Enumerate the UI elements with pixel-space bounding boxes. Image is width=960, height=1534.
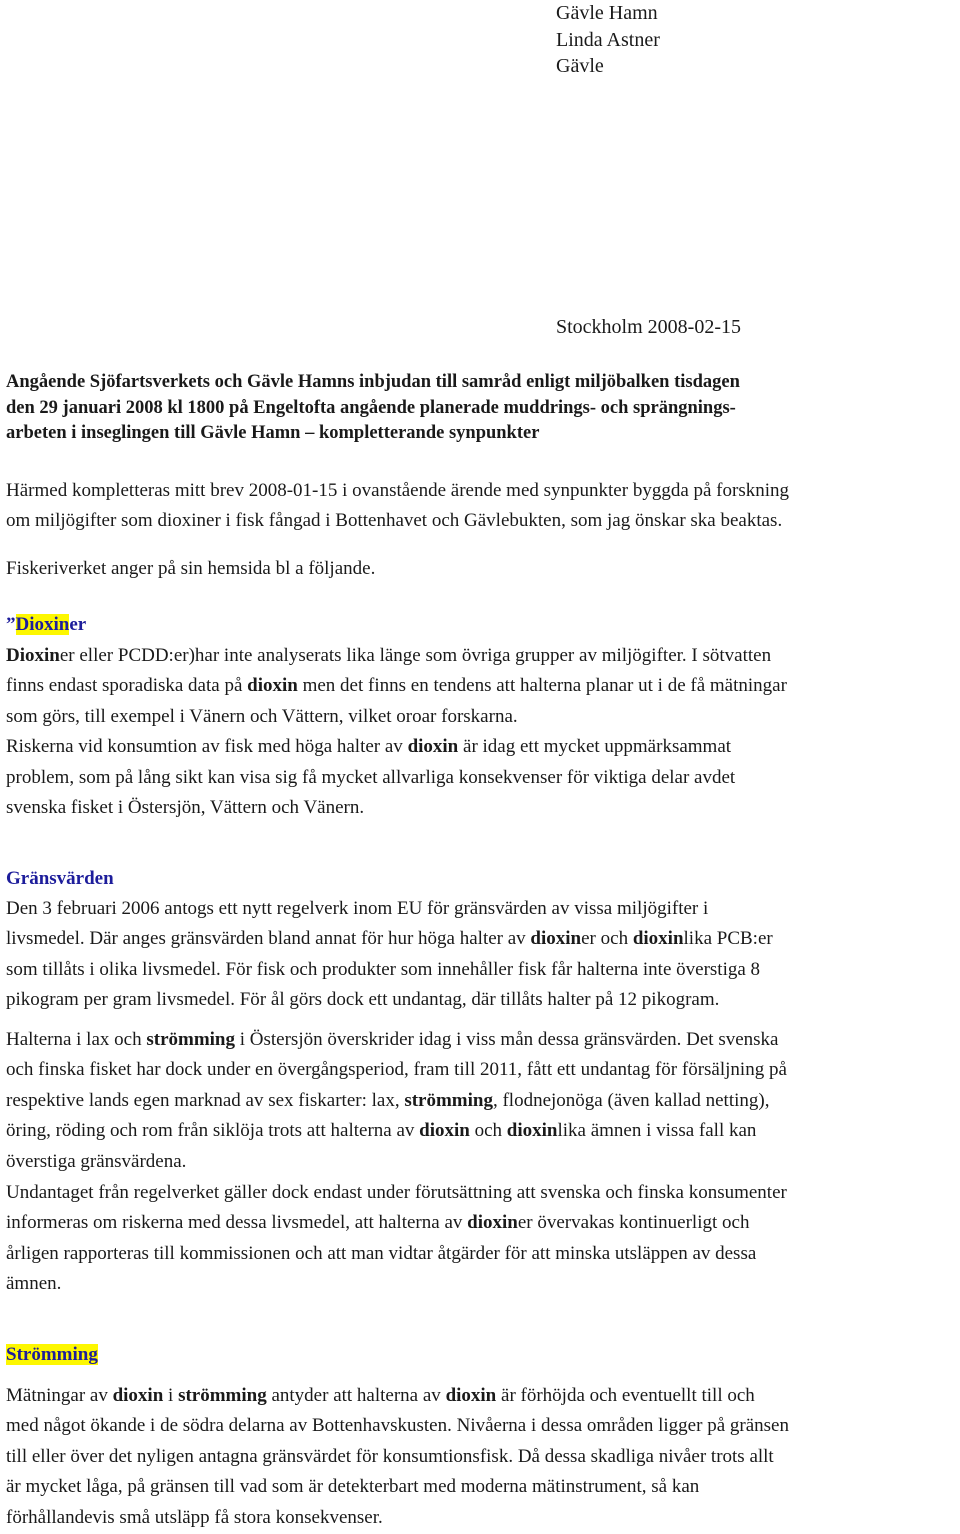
- address-line-company: Gävle Hamn: [556, 2, 658, 24]
- heading-suffix: er: [69, 614, 87, 635]
- paragraph-line: som tillåts i olika livsmedel. För fisk och produkter som innehåller fisk får halterna inte överstiga 8: [6, 958, 761, 980]
- bold-term: dioxin: [467, 1212, 518, 1234]
- paragraph-line: svenska fisket i Östersjön, Vättern och Vänern.: [6, 797, 365, 819]
- paragraph-line: med något ökande i de södra delarna av Bottenhavskusten. Nivåerna i dessa områden ligger på gränsen: [6, 1415, 789, 1437]
- stromming-heading: [6, 1340, 958, 1370]
- paragraph-line: [6, 1025, 958, 1055]
- gransvarden-heading: [6, 864, 958, 894]
- letter-subject: [6, 370, 958, 447]
- bold-term: dioxin: [530, 928, 582, 950]
- paragraph-line: [6, 641, 958, 671]
- quote-mark: ”: [6, 614, 16, 635]
- text-run: finns endast sporadiska data på: [6, 675, 248, 697]
- text-run: är förhöjda och eventuellt till och: [496, 1385, 755, 1406]
- paragraph-line: pikogram per gram livsmedel. För ål görs dock ett undantag, där tillåts halter på 12 pikogram.: [6, 989, 720, 1011]
- bold-term: dioxin: [112, 1385, 164, 1406]
- paragraph-line: [6, 1116, 958, 1146]
- address-line-city: Gävle: [556, 55, 604, 77]
- paragraph-line: årligen rapporteras till kommissionen och att man vidtar åtgärder för att minska utsläppen av dessa: [6, 1242, 757, 1264]
- bold-term: dioxin: [506, 1120, 558, 1142]
- heading-line: [6, 1340, 958, 1370]
- paragraph-line: som görs, till exempel i Vänern och Vättern, vilket oroar forskarna.: [6, 705, 518, 727]
- paragraph-line: är mycket låga, på gränsen till vad som är detekterbart med moderna mätinstrument, så kan: [6, 1476, 700, 1498]
- paragraph-line: och finska fisket har dock under en övergångsperiod, fram till 2011, fått ett undantag för försäljning på: [6, 1059, 787, 1081]
- text-run: Riskerna vid konsumtion av fisk med höga halter av: [6, 736, 408, 758]
- dioxiner-paragraph: [6, 641, 958, 823]
- subject-line: Angående Sjöfartsverkets och Gävle Hamns inbjudan till samråd enligt miljöbalken tisdagen: [6, 372, 740, 392]
- bold-term: dioxin: [247, 675, 298, 697]
- bold-term: dioxin: [419, 1120, 470, 1142]
- bold-term: dioxin: [407, 736, 459, 758]
- address-line-name: Linda Astner: [556, 28, 660, 51]
- paragraph-line: till eller över det nyligen antagna gränsvärdet för konsumtionsfisk. Då dessa skadliga nivåer trots allt: [6, 1445, 774, 1467]
- paragraph-line: [6, 732, 958, 762]
- text-run: är idag ett mycket uppmärksammat: [458, 736, 732, 758]
- paragraph-line: Undantaget från regelverket gäller dock endast under förutsättning att svenska och finska konsumenter: [6, 1182, 787, 1203]
- paragraph-line: Den 3 februari 2006 antogs ett nytt regelverk inom EU för gränsvärden av vissa miljögifter i: [6, 898, 709, 919]
- text-run: informeras om riskerna med dessa livsmedel, att halterna av: [6, 1212, 468, 1234]
- text-run: i: [163, 1385, 179, 1406]
- paragraph-line: överstiga gränsvärdena.: [6, 1150, 187, 1172]
- paragraph-line: problem, som på lång sikt kan visa sig få mycket allvarliga konsekvenser för viktiga delar avdet: [6, 766, 736, 788]
- paragraph-line: om miljögifter som dioxiner i fisk fångad i Bottenhavet och Gävlebukten, som jag önskar ska beaktas.: [6, 510, 783, 532]
- paragraph-line: förhållandevis små utsläpp få stora konsekvenser.: [6, 1506, 383, 1528]
- bold-term: strömming: [404, 1089, 493, 1111]
- text-run: respektive lands egen marknad av sex fiskarter: lax,: [6, 1089, 405, 1111]
- text-run: öring, röding och rom från siklöja trots att halterna av: [6, 1120, 420, 1142]
- fiskeriverket-paragraph: [6, 554, 958, 584]
- intro-paragraph: [6, 476, 958, 537]
- text-run: lika PCB:er: [683, 928, 773, 950]
- recipient-address: [556, 0, 660, 80]
- paragraph-line: ämnen.: [6, 1273, 62, 1295]
- bold-term: dioxin: [445, 1385, 497, 1406]
- heading-line: [6, 610, 958, 640]
- highlighted-term: Strömming: [6, 1344, 98, 1365]
- bold-term: strömming: [178, 1385, 267, 1406]
- bold-term: strömming: [146, 1029, 235, 1050]
- paragraph-line: [6, 1208, 958, 1238]
- gransvarden-paragraph-3: [6, 1178, 958, 1300]
- text-run: och: [469, 1120, 507, 1142]
- heading-line: Gränsvärden: [6, 868, 114, 889]
- text-run: Mätningar av: [6, 1385, 113, 1406]
- highlighted-term: Dioxin: [15, 614, 70, 635]
- text-run: men det finns en tendens att halterna planar ut i de få mätningar: [297, 675, 787, 697]
- text-run: livsmedel. Där anges gränsvärden bland annat för hur höga halter av: [6, 928, 531, 950]
- text-run: er övervakas kontinuerligt och: [517, 1212, 750, 1234]
- paragraph-line: [6, 924, 958, 954]
- paragraph-line: [6, 1086, 958, 1116]
- text-run: lika ämnen i vissa fall kan: [557, 1120, 757, 1142]
- stromming-paragraph: [6, 1381, 958, 1533]
- bold-term: dioxin: [632, 928, 684, 950]
- text-run: antyder att halterna av: [266, 1385, 446, 1406]
- text-run: er eller PCDD:er)har inte analyserats lika länge som övriga grupper av miljögifter. I sötvatten: [59, 645, 772, 666]
- subject-line: den 29 januari 2008 kl 1800 på Engeltofta angående planerade muddrings- och sprängnings-: [6, 397, 736, 418]
- paragraph-line: [6, 1381, 958, 1411]
- text-run: i Östersjön överskrider idag i viss mån dessa gränsvärden. Det svenska: [235, 1029, 779, 1050]
- subject-line: arbeten i inseglingen till Gävle Hamn – kompletterande synpunkter: [6, 423, 540, 443]
- paragraph-line: [6, 671, 958, 701]
- paragraph-line: Fiskeriverket anger på sin hemsida bl a följande.: [6, 558, 376, 579]
- bold-term: Dioxin: [6, 645, 60, 666]
- letter-date: Stockholm 2008-02-15: [556, 316, 741, 338]
- text-run: er och: [581, 928, 633, 950]
- dioxiner-heading: [6, 610, 958, 640]
- gransvarden-paragraph-2: [6, 1025, 958, 1177]
- gransvarden-paragraph-1: [6, 894, 958, 1016]
- text-run: , flodnejonöga (även kallad netting),: [492, 1089, 770, 1111]
- paragraph-line: Härmed kompletteras mitt brev 2008-01-15 i ovanstående ärende med synpunkter byggda på forskning: [6, 480, 790, 501]
- text-run: Halterna i lax och: [6, 1029, 147, 1050]
